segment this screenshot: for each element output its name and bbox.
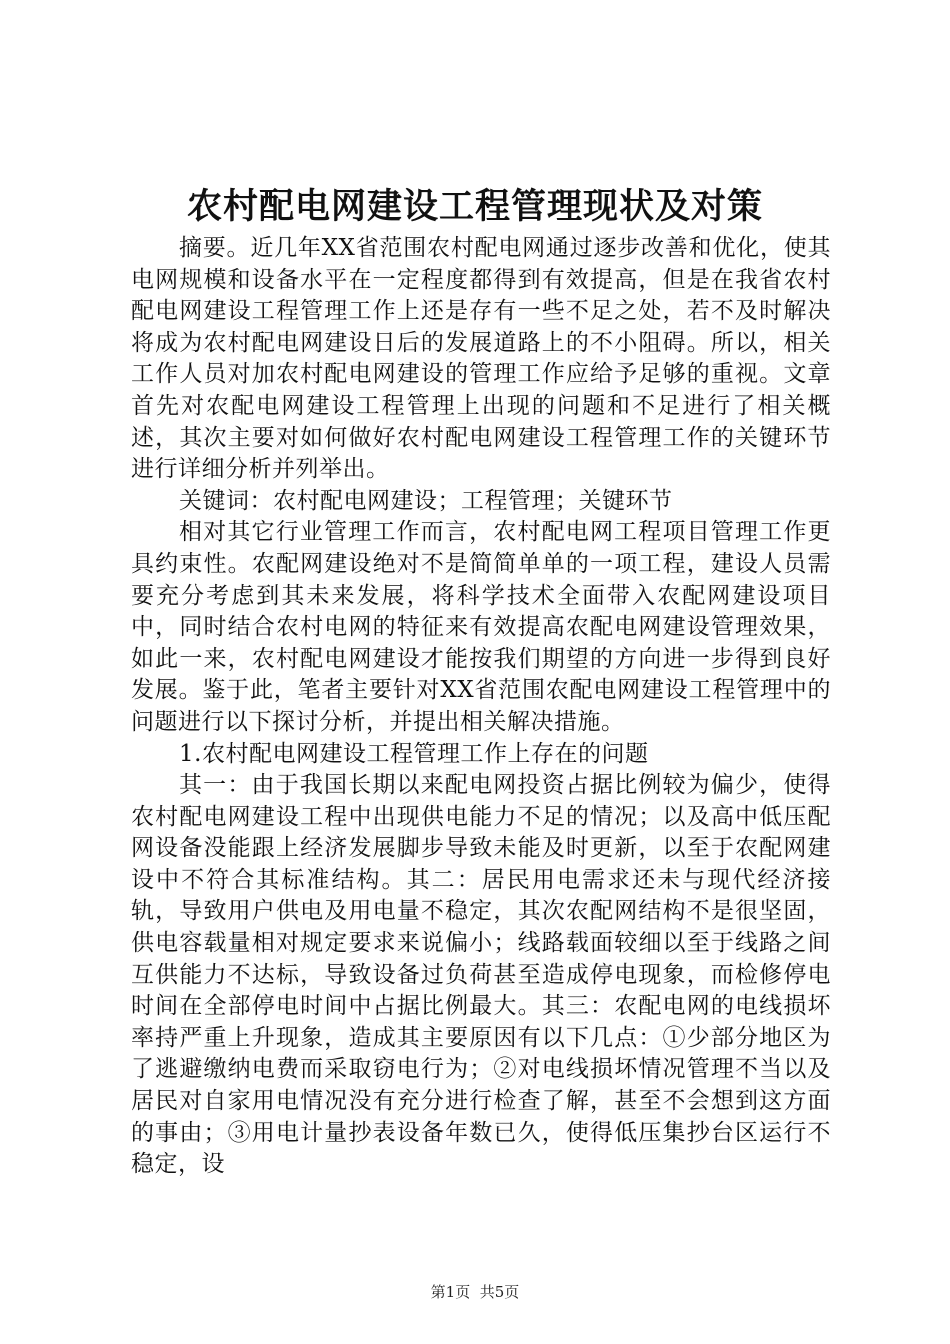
page-total: 共5页: [479, 1283, 520, 1301]
section-heading: 1.农村配电网建设工程管理工作上存在的问题: [179, 740, 649, 767]
intro-paragraph: 相对其它行业管理工作而言，农村配电网工程项目管理工作更具约束性。农配网建设绝对不是简简单单的一项工程，建设人员需要充分考虑到其未来发展，将科学技术全面带入农配网建设项目中，同时结合农村电网的特征来有效提高农配电网建设管理效果，如此一来，农村配电网建设才能按我们期望的方向进一步得到良好发展。鉴于此，笔者主要针对XX省范围农配电网建设工程管理中的问题进行以下探讨分析，并提出相关解决措施。: [131, 519, 831, 735]
document-body: [131, 233, 831, 1181]
problems-paragraph: 其一：由于我国长期以来配电网投资占据比例较为偏少，使得农村配电网建设工程中出现供电能力不足的情况；以及高中低压配网设备没能跟上经济发展脚步导致未能及时更新，以至于农配网建设中不符合其标准结构。其二：居民用电需求还未与现代经济接轨，导致用户供电及用电量不稳定，其次农配网结构不是很坚固，供电容载量相对规定要求来说偏小；线路载面较细以至于线路之间互供能力不达标，导致设备过负荷甚至造成停电现象，而检修停电时间在全部停电时间中占据比例最大。其三：农配电网的电线损坏率持严重上升现象，造成其主要原因有以下几点：①少部分地区为了逃避缴纳电费而采取窃电行为；②对电线损坏情况管理不当以及居民对自家用电情况没有充分进行检查了解，甚至不会想到这方面的事由；③用电计量抄表设备年数已久，使得低压集抄台区运行不稳定，设: [131, 772, 831, 1178]
document-title: 农村配电网建设工程管理现状及对策: [186, 186, 763, 227]
keywords-paragraph: 关键词：农村配电网建设；工程管理；关键环节: [179, 487, 673, 514]
page-footer: [0, 1280, 950, 1304]
abstract-paragraph: 摘要。近几年XX省范围农村配电网通过逐步改善和优化，使其电网规模和设备水平在一定程度都得到有效提高，但是在我省农村配电网建设工程管理工作上还是存有一些不足之处，若不及时解决将成为农村配电网建设日后的发展道路上的不小阻碍。所以，相关工作人员对加农村配电网建设的管理工作应给予足够的重视。文章首先对农配电网建设工程管理上出现的问题和不足进行了相关概述，其次主要对如何做好农村配电网建设工程管理工作的关键环节进行详细分析并列举出。: [131, 235, 831, 483]
page-number: 第1页: [430, 1283, 471, 1301]
